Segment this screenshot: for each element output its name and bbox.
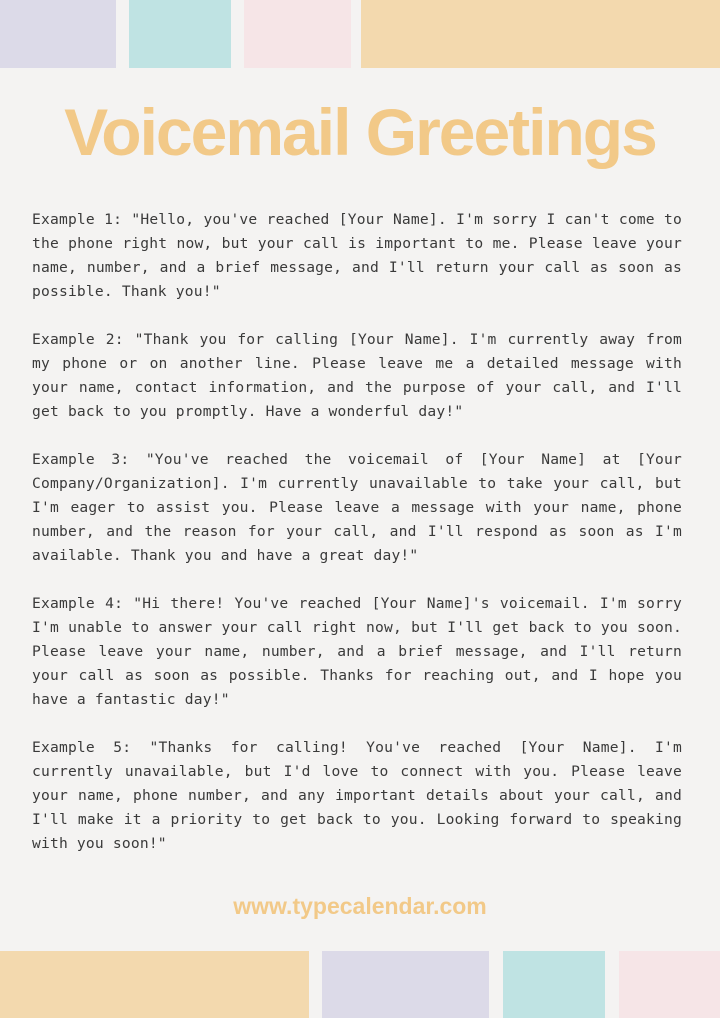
top-block-teal <box>129 0 231 68</box>
example-4: Example 4: "Hi there! You've reached [Your Name]'s voicemail. I'm sorry I'm unable to answer your call right now, but I'll get back to you soon. Please leave your name, number, and a brief message, and I'll return your call as soon as possible. Thanks for reaching out, and I hope you have a fantastic day!" <box>32 595 682 708</box>
bottom-block-pink <box>619 951 720 1018</box>
example-5: Example 5: "Thanks for calling! You've reached [Your Name]. I'm currently unavailable, but I'd love to connect with you. Please leave your name, phone number, and any important details about your call, and I'll make it a priority to get back to you. Looking forward to speaking with you soon!" <box>32 739 682 852</box>
bottom-block-teal <box>503 951 605 1018</box>
bottom-block-lavender <box>322 951 489 1018</box>
top-block-orange <box>361 0 720 68</box>
footer-website-link[interactable]: www.typecalendar.com <box>233 893 487 919</box>
example-1: Example 1: "Hello, you've reached [Your Name]. I'm sorry I can't come to the phone right now, but your call is important to me. Please leave your name, number, and a brief message, and I'll return your call as soon as possible. Thank you!" <box>32 211 682 300</box>
top-block-lavender <box>0 0 116 68</box>
examples-list <box>32 208 682 880</box>
example-3: Example 3: "You've reached the voicemail of [Your Name] at [Your Company/Organization]. I'm currently unavailable to take your call, but I'm eager to assist you. Please leave a message with your name, phone number, and the reason for your call, and I'll respond as soon as I'm available. Thank you and have a great day!" <box>32 451 682 564</box>
page-title: Voicemail Greetings <box>64 95 656 169</box>
bottom-block-orange <box>0 951 309 1018</box>
example-2: Example 2: "Thank you for calling [Your Name]. I'm currently away from my phone or on another line. Please leave me a detailed message with your name, contact information, and the purpose of your call, and I'll get back to you promptly. Have a wonderful day!" <box>32 331 682 420</box>
top-block-pink <box>244 0 351 68</box>
